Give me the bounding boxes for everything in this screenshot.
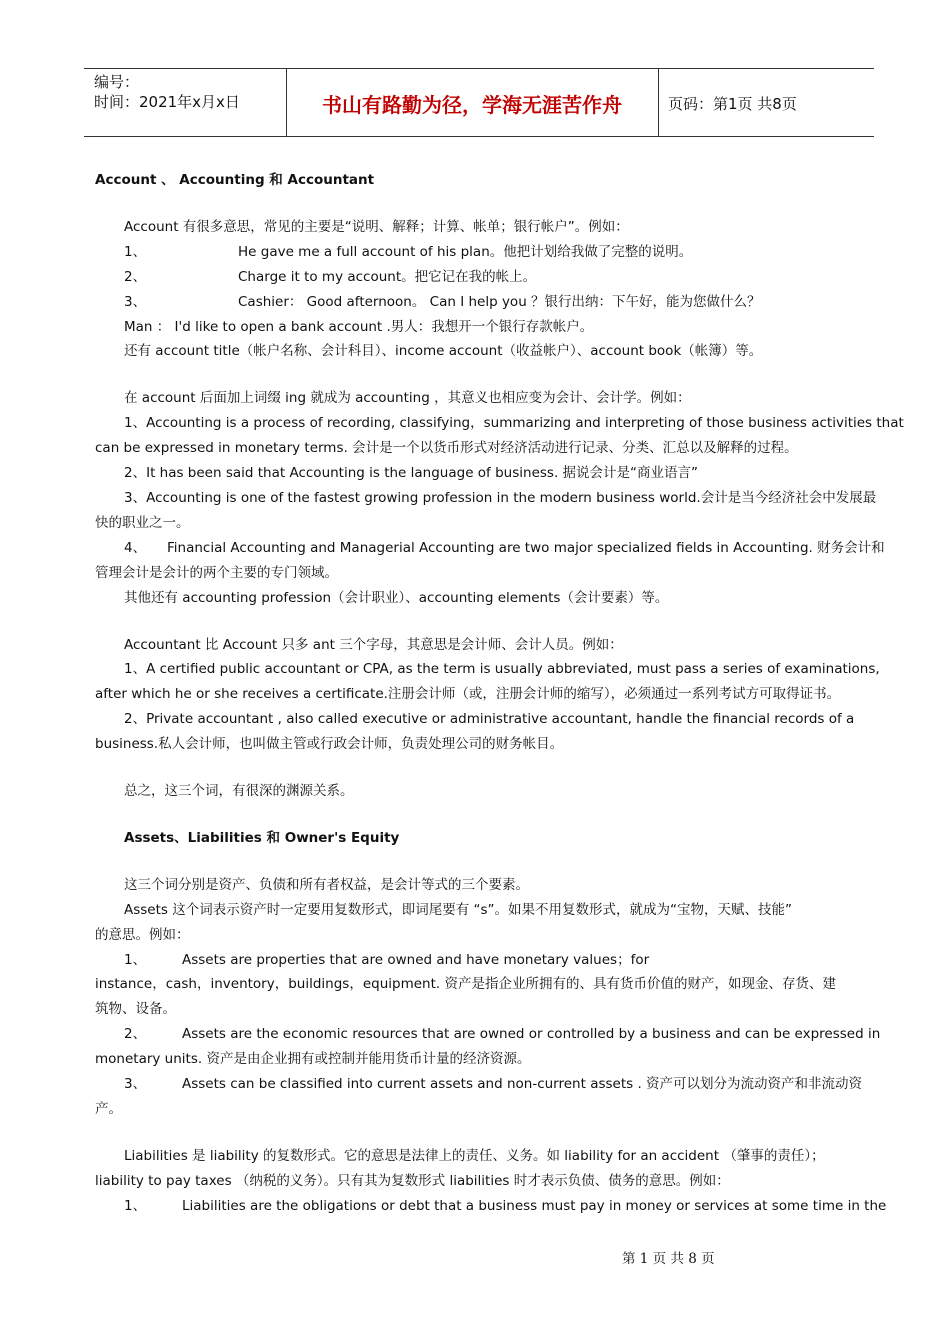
paragraph-line: liability to pay taxes （纳税的义务）。只有其为复数形式 liabilities 时才表示负债、债务的意思。例如： xyxy=(95,1172,730,1189)
list-item xyxy=(95,290,865,315)
list-number: 1、 xyxy=(124,1197,147,1214)
time-label: 时间：2021年x月x日 xyxy=(94,93,240,111)
page-footer: 第 1 页 共 8 页 xyxy=(622,1251,715,1267)
list-number: 1、 xyxy=(124,243,147,260)
paragraph-line: Account 有很多意思，常见的主要是“说明、解释；计算、帐单；银行帐户”。例如： xyxy=(124,218,629,235)
header-page-cell xyxy=(658,69,874,136)
number-label: 编号： xyxy=(94,73,140,91)
list-text: Charge it to my account。把它记在我的帐上。 xyxy=(238,268,537,285)
paragraph-line: Assets 这个词表示资产时一定要用复数形式，即词尾要有 “s”。如果不用复数形式，就成为“宝物，天赋、技能” xyxy=(124,901,793,918)
list-text: Assets are properties that are owned and have monetary values；for xyxy=(182,951,650,968)
page-label: 页码：第1页 共8页 xyxy=(668,95,797,113)
paragraph-line: 产。 xyxy=(95,1101,122,1117)
list-text: Financial Accounting and Managerial Accounting are two major specialized fields in Accounting. 财务会计和 xyxy=(167,539,885,556)
document-body xyxy=(95,168,904,1219)
list-number: 4、 xyxy=(124,539,147,556)
paragraph-line: 2、It has been said that Accounting is the language of business. 据说会计是“商业语言” xyxy=(124,465,699,482)
list-number: 1、 xyxy=(124,951,147,968)
list-number: 2、 xyxy=(124,1026,147,1043)
paragraph-line: 快的职业之一。 xyxy=(95,514,190,531)
paragraph-line: Man ： I'd like to open a bank account .男人：我想开一个银行存款帐户。 xyxy=(124,318,594,335)
list-text: He gave me a full account of his plan。他把计划给我做了完整的说明。 xyxy=(238,243,693,260)
list-item xyxy=(95,536,885,561)
paragraph-line: 在 account 后面加上词缀 ing 就成为 accounting ，其意义也相应变为会计、会计学。例如： xyxy=(124,390,691,407)
list-item xyxy=(95,1072,865,1097)
list-text: Assets can be classified into current assets and non-current assets . 资产可以划分为流动资产和非流动资 xyxy=(182,1076,863,1093)
paragraph-line: Liabilities 是 liability 的复数形式。它的意思是法律上的责任、义务。如 liability for an accident （肇事的责任）； xyxy=(124,1147,825,1164)
paragraph-line: business.私人会计师，也叫做主管或行政会计师，负责处理公司的财务帐目。 xyxy=(95,736,564,753)
paragraph-line: 管理会计是会计的两个主要的专门领域。 xyxy=(95,564,338,581)
list-item xyxy=(95,948,865,973)
list-number: 3、 xyxy=(124,1076,147,1093)
list-text: Assets are the economic resources that are owned or controlled by a business and can be expressed in xyxy=(182,1026,881,1043)
header-info-cell xyxy=(84,69,287,136)
paragraph-line: can be expressed in monetary terms. 会计是一个以货币形式对经济活动进行记录、分类、汇总以及解释的过程。 xyxy=(95,440,798,457)
paragraph-line: 2、Private accountant , also called executive or administrative accountant, handle the financial records of a xyxy=(124,711,855,728)
list-text: Liabilities are the obligations or debt that a business must pay in money or services at some time in the xyxy=(182,1197,887,1214)
paragraph-line: 的意思。例如： xyxy=(95,926,190,943)
motto-text: 书山有路勤为径，学海无涯苦作舟 xyxy=(322,93,622,117)
list-item xyxy=(95,1022,881,1047)
list-text: Cashier： Good afternoon。 Can I help you ？银行出纳：下午好，能为您做什么？ xyxy=(238,293,761,310)
paragraph-line: 总之，这三个词，有很深的渊源关系。 xyxy=(124,783,354,800)
paragraph-line: after which he or she receives a certificate.注册会计师（或，注册会计师的缩写），必须通过一系列考试方可取得证书。 xyxy=(95,686,841,703)
paragraph-line: 还有 account title（帐户名称、会计科目）、income account（收益帐户）、account book（帐簿）等。 xyxy=(124,343,763,360)
paragraph-line: monetary units. 资产是由企业拥有或控制并能用货币计量的经济资源。 xyxy=(95,1051,531,1068)
paragraph-line: Accountant 比 Account 只多 ant 三个字母，其意思是会计师、会计人员。例如： xyxy=(124,636,623,653)
paragraph-line: 1、Accounting is a process of recording, classifying，summarizing and interpreting of those business activities that xyxy=(124,415,904,432)
paragraph-line: instance，cash，inventory，buildings，equipment. 资产是指企业所拥有的、具有货币价值的财产，如现金、存货、建 xyxy=(95,976,836,993)
list-item xyxy=(95,1194,887,1219)
list-item xyxy=(95,265,865,290)
list-number: 3、 xyxy=(124,293,147,310)
paragraph-line: 3、Accounting is one of the fastest growing profession in the modern business world.会计是当今经济社会中发展最 xyxy=(124,489,877,506)
list-item xyxy=(95,240,865,265)
paragraph-line: 这三个词分别是资产、负债和所有者权益，是会计等式的三个要素。 xyxy=(124,876,529,893)
paragraph-line: 筑物、设备。 xyxy=(95,1001,176,1018)
page-header xyxy=(84,68,874,137)
paragraph-line: 1、A certified public accountant or CPA, as the term is usually abbreviated, must pass a series of examinations, xyxy=(124,661,880,678)
section-heading: Account 、 Accounting 和 Accountant xyxy=(95,172,375,188)
header-motto-cell xyxy=(286,69,659,136)
list-number: 2、 xyxy=(124,268,147,285)
section-heading: Assets、Liabilities 和 Owner's Equity xyxy=(124,829,400,846)
paragraph-line: 其他还有 accounting profession（会计职业）、accounting elements（会计要素）等。 xyxy=(124,589,669,606)
